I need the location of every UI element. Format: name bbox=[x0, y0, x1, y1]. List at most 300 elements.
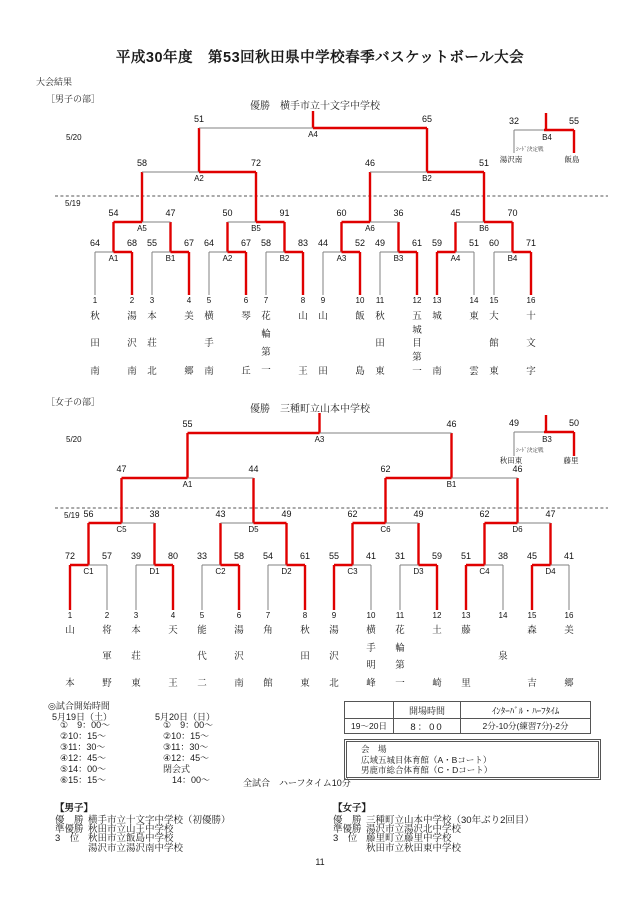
team-name bbox=[352, 312, 368, 376]
team-number: 7 bbox=[265, 611, 271, 620]
team-name bbox=[128, 626, 144, 688]
team-name-char: 王 bbox=[298, 365, 308, 377]
team-name-char: 花 bbox=[395, 625, 405, 636]
date-label: 5/19 bbox=[64, 511, 80, 520]
team-number: 7 bbox=[263, 296, 269, 305]
team-name-char: 天 bbox=[168, 625, 178, 636]
game-label: A3 bbox=[336, 254, 347, 263]
team-number: 4 bbox=[170, 611, 176, 620]
game-score: 65 bbox=[421, 114, 433, 124]
team-number: 11 bbox=[395, 611, 405, 620]
team-name-char: 南 bbox=[90, 365, 100, 377]
team-name bbox=[260, 626, 276, 688]
game-label: B5 bbox=[251, 224, 261, 233]
result-place: 3 位 bbox=[333, 833, 358, 845]
men-results-header: 【男子】 bbox=[55, 803, 94, 814]
game-score: 45 bbox=[450, 208, 461, 218]
team-name-char: 峰 bbox=[366, 677, 376, 689]
schedule-day2-label: 5月20日（日） bbox=[155, 712, 216, 722]
result-school: 湯沢市立湯沢南中学校 bbox=[88, 842, 184, 854]
team-name bbox=[409, 312, 425, 376]
schedule-day1-times bbox=[60, 720, 110, 786]
table-header-blank bbox=[345, 702, 394, 719]
team-number: 15 bbox=[527, 611, 537, 620]
game-label: B4 bbox=[507, 254, 518, 263]
venue-line: 男鹿市総合体育館（C・Dコート） bbox=[361, 765, 493, 775]
game-score: 61 bbox=[411, 238, 423, 248]
schedule-time: ① 9：00～ bbox=[163, 720, 214, 730]
venue-info-table bbox=[344, 701, 591, 734]
game-score: 51 bbox=[468, 238, 480, 248]
game-score: 59 bbox=[431, 551, 443, 561]
game-score: 41 bbox=[365, 551, 377, 561]
team-name-char: 美 bbox=[184, 311, 194, 322]
team-name bbox=[258, 312, 274, 376]
team-name bbox=[315, 312, 331, 376]
game-score: 62 bbox=[347, 509, 358, 519]
team-name-char: 一 bbox=[261, 365, 271, 377]
team-name-char: 十 bbox=[526, 311, 536, 322]
team-name bbox=[194, 626, 210, 688]
schedule-time: ③11：30～ bbox=[60, 742, 106, 752]
team-name bbox=[429, 626, 445, 688]
team-number: 9 bbox=[331, 611, 337, 620]
team-name-char: 北 bbox=[147, 365, 157, 377]
team-name-char: 飯 bbox=[355, 311, 365, 322]
team-name-char: 郷 bbox=[184, 365, 194, 377]
page-number: 11 bbox=[315, 857, 325, 867]
result-school: 三種町立山本中学校（30年ぶり2回目） bbox=[366, 815, 534, 826]
game-score: 67 bbox=[183, 238, 195, 248]
team-name-char: 東 bbox=[489, 365, 499, 377]
table-header-row bbox=[345, 702, 591, 719]
team-name-char: 輪 bbox=[261, 329, 271, 341]
table-cell-open-time: 8：00 bbox=[394, 719, 461, 734]
team-name-char: 角 bbox=[263, 625, 273, 636]
schedule-time: ⑤14：00～ bbox=[60, 764, 107, 774]
team-name-char: 本 bbox=[147, 311, 157, 322]
game-score: 83 bbox=[297, 238, 309, 248]
game-label: D1 bbox=[149, 567, 160, 576]
game-label: D5 bbox=[248, 525, 259, 534]
team-name-char: 一 bbox=[395, 677, 405, 689]
game-score: 51 bbox=[478, 158, 490, 168]
table-header-open-time: 開場時間 bbox=[394, 702, 461, 719]
seed-score: 49 bbox=[508, 418, 520, 428]
team-name-char: 東 bbox=[131, 677, 141, 689]
game-score: 57 bbox=[101, 551, 113, 561]
result-school: 湯沢市立湯沢北中学校 bbox=[366, 824, 462, 836]
team-name bbox=[165, 626, 181, 688]
team-name-char: 島 bbox=[355, 365, 365, 377]
team-name bbox=[181, 312, 197, 376]
team-name bbox=[62, 626, 78, 688]
schedule-time: ④12：45～ bbox=[163, 753, 210, 763]
team-number: 5 bbox=[206, 296, 212, 305]
team-number: 16 bbox=[526, 296, 536, 305]
team-name-char: 能 bbox=[197, 625, 207, 636]
result-row bbox=[55, 844, 231, 853]
team-number: 2 bbox=[104, 611, 110, 620]
schedule-time: ③11：30～ bbox=[163, 742, 209, 752]
game-score: 54 bbox=[108, 208, 119, 218]
team-name-char: 琴 bbox=[241, 311, 251, 322]
team-name bbox=[524, 626, 540, 688]
team-name-char: 藤 bbox=[461, 625, 471, 636]
team-name-char: 山 bbox=[298, 311, 308, 322]
team-name bbox=[238, 312, 254, 376]
result-place: 優 勝 bbox=[55, 815, 84, 826]
team-name-char: 第 bbox=[395, 660, 405, 671]
game-score: 64 bbox=[89, 238, 101, 248]
team-name bbox=[392, 626, 408, 688]
game-score: 61 bbox=[299, 551, 311, 561]
team-name-char: 土 bbox=[432, 625, 442, 636]
team-name-char: 大 bbox=[489, 311, 499, 322]
game-label: A3 bbox=[314, 435, 325, 444]
game-label: C1 bbox=[83, 567, 94, 576]
team-name-char: 湯 bbox=[234, 625, 244, 636]
team-name bbox=[295, 312, 311, 376]
game-label: D6 bbox=[512, 525, 523, 534]
game-score: 58 bbox=[260, 238, 272, 248]
team-name bbox=[144, 312, 160, 376]
game-score: 46 bbox=[446, 419, 457, 429]
team-number: 5 bbox=[199, 611, 205, 620]
team-name-char: 森 bbox=[527, 625, 537, 636]
schedule-time: 閉会式 bbox=[163, 764, 191, 774]
seed-score: 32 bbox=[508, 116, 520, 126]
women-results-block bbox=[333, 800, 534, 853]
team-name-char: 野 bbox=[102, 677, 112, 689]
date-label: 5/20 bbox=[66, 435, 82, 444]
game-score: 41 bbox=[563, 551, 575, 561]
game-label: B6 bbox=[479, 224, 489, 233]
team-number: 8 bbox=[300, 296, 306, 305]
date-label: 5/19 bbox=[65, 199, 81, 208]
game-score: 50 bbox=[222, 208, 233, 218]
team-name bbox=[124, 312, 140, 376]
game-score: 56 bbox=[83, 509, 94, 519]
team-name-char: 北 bbox=[329, 677, 339, 689]
team-name-char: 南 bbox=[127, 365, 137, 377]
team-name-char: 秋 bbox=[90, 311, 100, 322]
seed-team-name: 秋田東 bbox=[499, 456, 523, 465]
table-cell-dates: 19～20日 bbox=[345, 719, 394, 734]
seed-score: 55 bbox=[568, 116, 580, 126]
team-name-char: 字 bbox=[526, 365, 536, 377]
game-label: D2 bbox=[281, 567, 292, 576]
team-name-char: 雲 bbox=[469, 365, 479, 377]
team-name-char: 王 bbox=[168, 677, 178, 689]
game-score: 47 bbox=[116, 464, 127, 474]
result-place: 準優勝 bbox=[333, 824, 362, 836]
game-score: 58 bbox=[136, 158, 148, 168]
venue-box bbox=[344, 739, 601, 780]
team-number: 12 bbox=[432, 611, 442, 620]
team-name-char: 沢 bbox=[329, 651, 339, 663]
game-score: 62 bbox=[479, 509, 490, 519]
game-score: 49 bbox=[281, 509, 292, 519]
schedule-time: ②10：15～ bbox=[163, 731, 210, 741]
team-name bbox=[363, 626, 379, 688]
game-score: 60 bbox=[336, 208, 347, 218]
team-number: 14 bbox=[469, 296, 479, 305]
team-name bbox=[231, 626, 247, 688]
team-name-char: 軍 bbox=[102, 651, 112, 663]
team-number: 2 bbox=[129, 296, 135, 305]
game-score: 59 bbox=[431, 238, 443, 248]
seed-note: ｼｰﾄﾞ決定戦 bbox=[516, 147, 544, 153]
schedule-time: ④12：45～ bbox=[60, 753, 107, 763]
team-number: 1 bbox=[67, 611, 73, 620]
team-name-char: 美 bbox=[564, 625, 574, 636]
team-name-char: 一 bbox=[412, 365, 422, 377]
table-header-interval: ｲﾝﾀｰﾊﾞﾙ・ﾊｰﾌﾀｲﾑ bbox=[461, 702, 591, 719]
game-score: 72 bbox=[250, 158, 262, 168]
team-number: 11 bbox=[375, 296, 385, 305]
team-name-char: 南 bbox=[234, 677, 244, 689]
team-name-char: 田 bbox=[90, 338, 100, 350]
game-score: 31 bbox=[394, 551, 406, 561]
result-school: 秋田市立山王中学校 bbox=[88, 824, 174, 836]
men-champion-label: 優勝 横手市立十文字中学校 bbox=[250, 101, 380, 112]
team-name-char: 二 bbox=[197, 677, 207, 689]
men-section-label: ［男子の部］ bbox=[46, 94, 101, 104]
game-score: 55 bbox=[182, 419, 193, 429]
seed-game-label: B4 bbox=[542, 133, 552, 142]
team-number: 6 bbox=[236, 611, 242, 620]
team-name-char: 丘 bbox=[241, 365, 251, 377]
schedule-time: 14：00～ bbox=[163, 775, 211, 785]
team-name-char: 湯 bbox=[329, 625, 339, 636]
team-name bbox=[372, 312, 388, 376]
game-label: A2 bbox=[222, 254, 233, 263]
game-label: C2 bbox=[215, 567, 226, 576]
team-name bbox=[201, 312, 217, 376]
game-score: 43 bbox=[215, 509, 226, 519]
team-name bbox=[326, 626, 342, 688]
game-score: 44 bbox=[248, 464, 259, 474]
game-score: 38 bbox=[149, 509, 160, 519]
team-name-char: 荘 bbox=[131, 651, 141, 663]
team-number: 8 bbox=[302, 611, 308, 620]
game-score: 70 bbox=[507, 208, 518, 218]
team-name-char: 城 bbox=[412, 324, 422, 336]
result-school: 秋田市立飯島中学校 bbox=[88, 833, 174, 845]
results-label: 大会結果 bbox=[36, 77, 73, 87]
result-school: 横手市立十文字中学校（初優勝） bbox=[88, 815, 231, 826]
game-score: 72 bbox=[64, 551, 76, 561]
team-name-char: 横 bbox=[204, 311, 214, 322]
team-number: 14 bbox=[498, 611, 508, 620]
team-name bbox=[297, 626, 313, 688]
game-label: B2 bbox=[422, 174, 432, 183]
game-score: 38 bbox=[497, 551, 509, 561]
schedule-time: ②10：15～ bbox=[60, 731, 107, 741]
team-name-char: 沢 bbox=[234, 651, 244, 663]
schedule-heading: ◎試合開始時間 bbox=[48, 701, 110, 711]
team-number: 1 bbox=[92, 296, 98, 305]
team-number: 16 bbox=[564, 611, 574, 620]
game-score: 58 bbox=[233, 551, 245, 561]
game-score: 33 bbox=[196, 551, 208, 561]
seed-team-name: 藤里 bbox=[563, 456, 579, 465]
game-label: D4 bbox=[545, 567, 556, 576]
game-label: A6 bbox=[365, 224, 375, 233]
team-name-char: 山 bbox=[318, 311, 328, 322]
game-label: A4 bbox=[450, 254, 461, 263]
team-name-char: 横 bbox=[366, 625, 376, 636]
result-school: 藤里町立藤里中学校 bbox=[366, 833, 452, 845]
game-label: D3 bbox=[413, 567, 424, 576]
seed-team-name: 湯沢南 bbox=[499, 155, 523, 164]
team-name-char: 文 bbox=[526, 338, 536, 350]
team-number: 13 bbox=[432, 296, 442, 305]
schedule-day1-label: 5月19日（土） bbox=[52, 712, 113, 722]
result-school: 秋田市立秋田東中学校 bbox=[366, 842, 462, 854]
team-name-char: 本 bbox=[131, 625, 141, 636]
game-score: 45 bbox=[526, 551, 538, 561]
game-score: 54 bbox=[262, 551, 274, 561]
game-label: A4 bbox=[308, 130, 318, 139]
result-place: 優 勝 bbox=[333, 815, 362, 826]
team-name-char: 秋 bbox=[375, 311, 385, 322]
team-number: 4 bbox=[186, 296, 192, 305]
game-score: 55 bbox=[328, 551, 340, 561]
team-name-char: 田 bbox=[375, 338, 385, 350]
team-number: 15 bbox=[489, 296, 499, 305]
team-name bbox=[523, 312, 539, 376]
result-place bbox=[333, 844, 366, 853]
team-name bbox=[466, 312, 482, 376]
women-section-label: ［女子の部］ bbox=[46, 397, 101, 407]
team-name-char: 田 bbox=[318, 365, 328, 377]
result-row bbox=[333, 844, 534, 853]
men-results-block bbox=[55, 800, 231, 853]
game-label: A5 bbox=[137, 224, 147, 233]
team-name-char: 五 bbox=[412, 311, 422, 322]
game-score: 67 bbox=[240, 238, 252, 248]
team-name-char: 館 bbox=[489, 338, 499, 350]
team-name-char: 手 bbox=[366, 642, 376, 654]
table-data-row bbox=[345, 719, 591, 734]
team-name-char: 湯 bbox=[127, 311, 137, 322]
table-cell-interval: 2分-10分(練習7分)-2分 bbox=[461, 719, 591, 734]
game-score: 51 bbox=[193, 114, 205, 124]
game-score: 39 bbox=[130, 551, 142, 561]
game-score: 64 bbox=[203, 238, 215, 248]
team-name-char: 将 bbox=[102, 625, 112, 636]
team-name-char: 本 bbox=[65, 677, 75, 689]
game-score: 91 bbox=[279, 208, 290, 218]
team-number: 3 bbox=[149, 296, 155, 305]
game-label: A1 bbox=[108, 254, 119, 263]
game-label: B1 bbox=[165, 254, 176, 263]
team-name bbox=[458, 626, 474, 688]
team-name-char: 輪 bbox=[395, 642, 405, 654]
team-name-char: 明 bbox=[366, 660, 376, 671]
venue-line: 広域五城目体育館（A・Bコート） bbox=[361, 754, 492, 765]
team-name-char: 山 bbox=[65, 625, 75, 636]
game-label: B1 bbox=[446, 480, 457, 489]
result-place: 準優勝 bbox=[55, 824, 84, 836]
result-place bbox=[55, 844, 88, 853]
women-results-header: 【女子】 bbox=[333, 803, 372, 814]
seed-game-label: B3 bbox=[542, 435, 552, 444]
game-label: B2 bbox=[279, 254, 290, 263]
team-number: 6 bbox=[243, 296, 249, 305]
schedule-day2-times bbox=[163, 720, 213, 786]
women-champion-label: 優勝 三種町立山本中学校 bbox=[250, 404, 370, 415]
game-label: C6 bbox=[380, 525, 391, 534]
team-name-char: 代 bbox=[197, 651, 207, 663]
team-name bbox=[486, 312, 502, 376]
team-name-char: 城 bbox=[432, 311, 442, 322]
team-name-char: 館 bbox=[263, 677, 273, 689]
game-score: 46 bbox=[512, 464, 523, 474]
team-name-char: 沢 bbox=[127, 338, 137, 350]
game-label: B3 bbox=[393, 254, 404, 263]
game-score: 71 bbox=[525, 238, 537, 248]
seed-score: 50 bbox=[568, 418, 580, 428]
seed-team-name: 飯島 bbox=[564, 155, 580, 164]
date-label: 5/20 bbox=[66, 133, 82, 142]
game-score: 62 bbox=[380, 464, 391, 474]
game-score: 68 bbox=[126, 238, 138, 248]
team-name-char: 田 bbox=[300, 651, 310, 663]
team-name-char: 花 bbox=[261, 311, 271, 322]
team-name bbox=[495, 626, 511, 688]
team-name-char: 東 bbox=[375, 365, 385, 377]
team-name-char: 南 bbox=[432, 365, 442, 377]
venue-title: 会 場 bbox=[361, 744, 387, 754]
halftime-note: 全試合 ハーフタイム10分 bbox=[243, 778, 351, 788]
team-number: 3 bbox=[133, 611, 139, 620]
game-score: 44 bbox=[317, 238, 329, 248]
game-score: 80 bbox=[167, 551, 179, 561]
team-name-char: 手 bbox=[204, 338, 214, 350]
team-number: 9 bbox=[320, 296, 326, 305]
game-score: 60 bbox=[488, 238, 500, 248]
game-score: 49 bbox=[374, 238, 386, 248]
game-score: 46 bbox=[364, 158, 376, 168]
team-name bbox=[429, 312, 445, 376]
team-name-char: 崎 bbox=[432, 677, 442, 689]
team-name-char: 第 bbox=[412, 351, 422, 363]
game-score: 51 bbox=[460, 551, 472, 561]
game-label: C5 bbox=[116, 525, 127, 534]
team-name-char: 荘 bbox=[147, 338, 157, 350]
team-number: 10 bbox=[355, 296, 365, 305]
game-score: 52 bbox=[354, 238, 366, 248]
schedule-time: ① 9：00～ bbox=[60, 720, 111, 730]
team-name-char: 里 bbox=[461, 677, 471, 689]
team-name-char: 吉 bbox=[527, 677, 537, 689]
seed-note: ｼｰﾄﾞ決定戦 bbox=[516, 448, 544, 454]
team-name-char: 東 bbox=[300, 677, 310, 689]
game-score: 36 bbox=[393, 208, 404, 218]
team-name bbox=[99, 626, 115, 688]
schedule-time: ⑥15：15～ bbox=[60, 775, 107, 785]
team-name-char: 郷 bbox=[564, 677, 574, 689]
team-number: 12 bbox=[412, 296, 422, 305]
team-name-char: 東 bbox=[469, 311, 479, 322]
game-label: C4 bbox=[479, 567, 490, 576]
game-label: C3 bbox=[347, 567, 358, 576]
game-score: 47 bbox=[545, 509, 556, 519]
team-name bbox=[87, 312, 103, 376]
